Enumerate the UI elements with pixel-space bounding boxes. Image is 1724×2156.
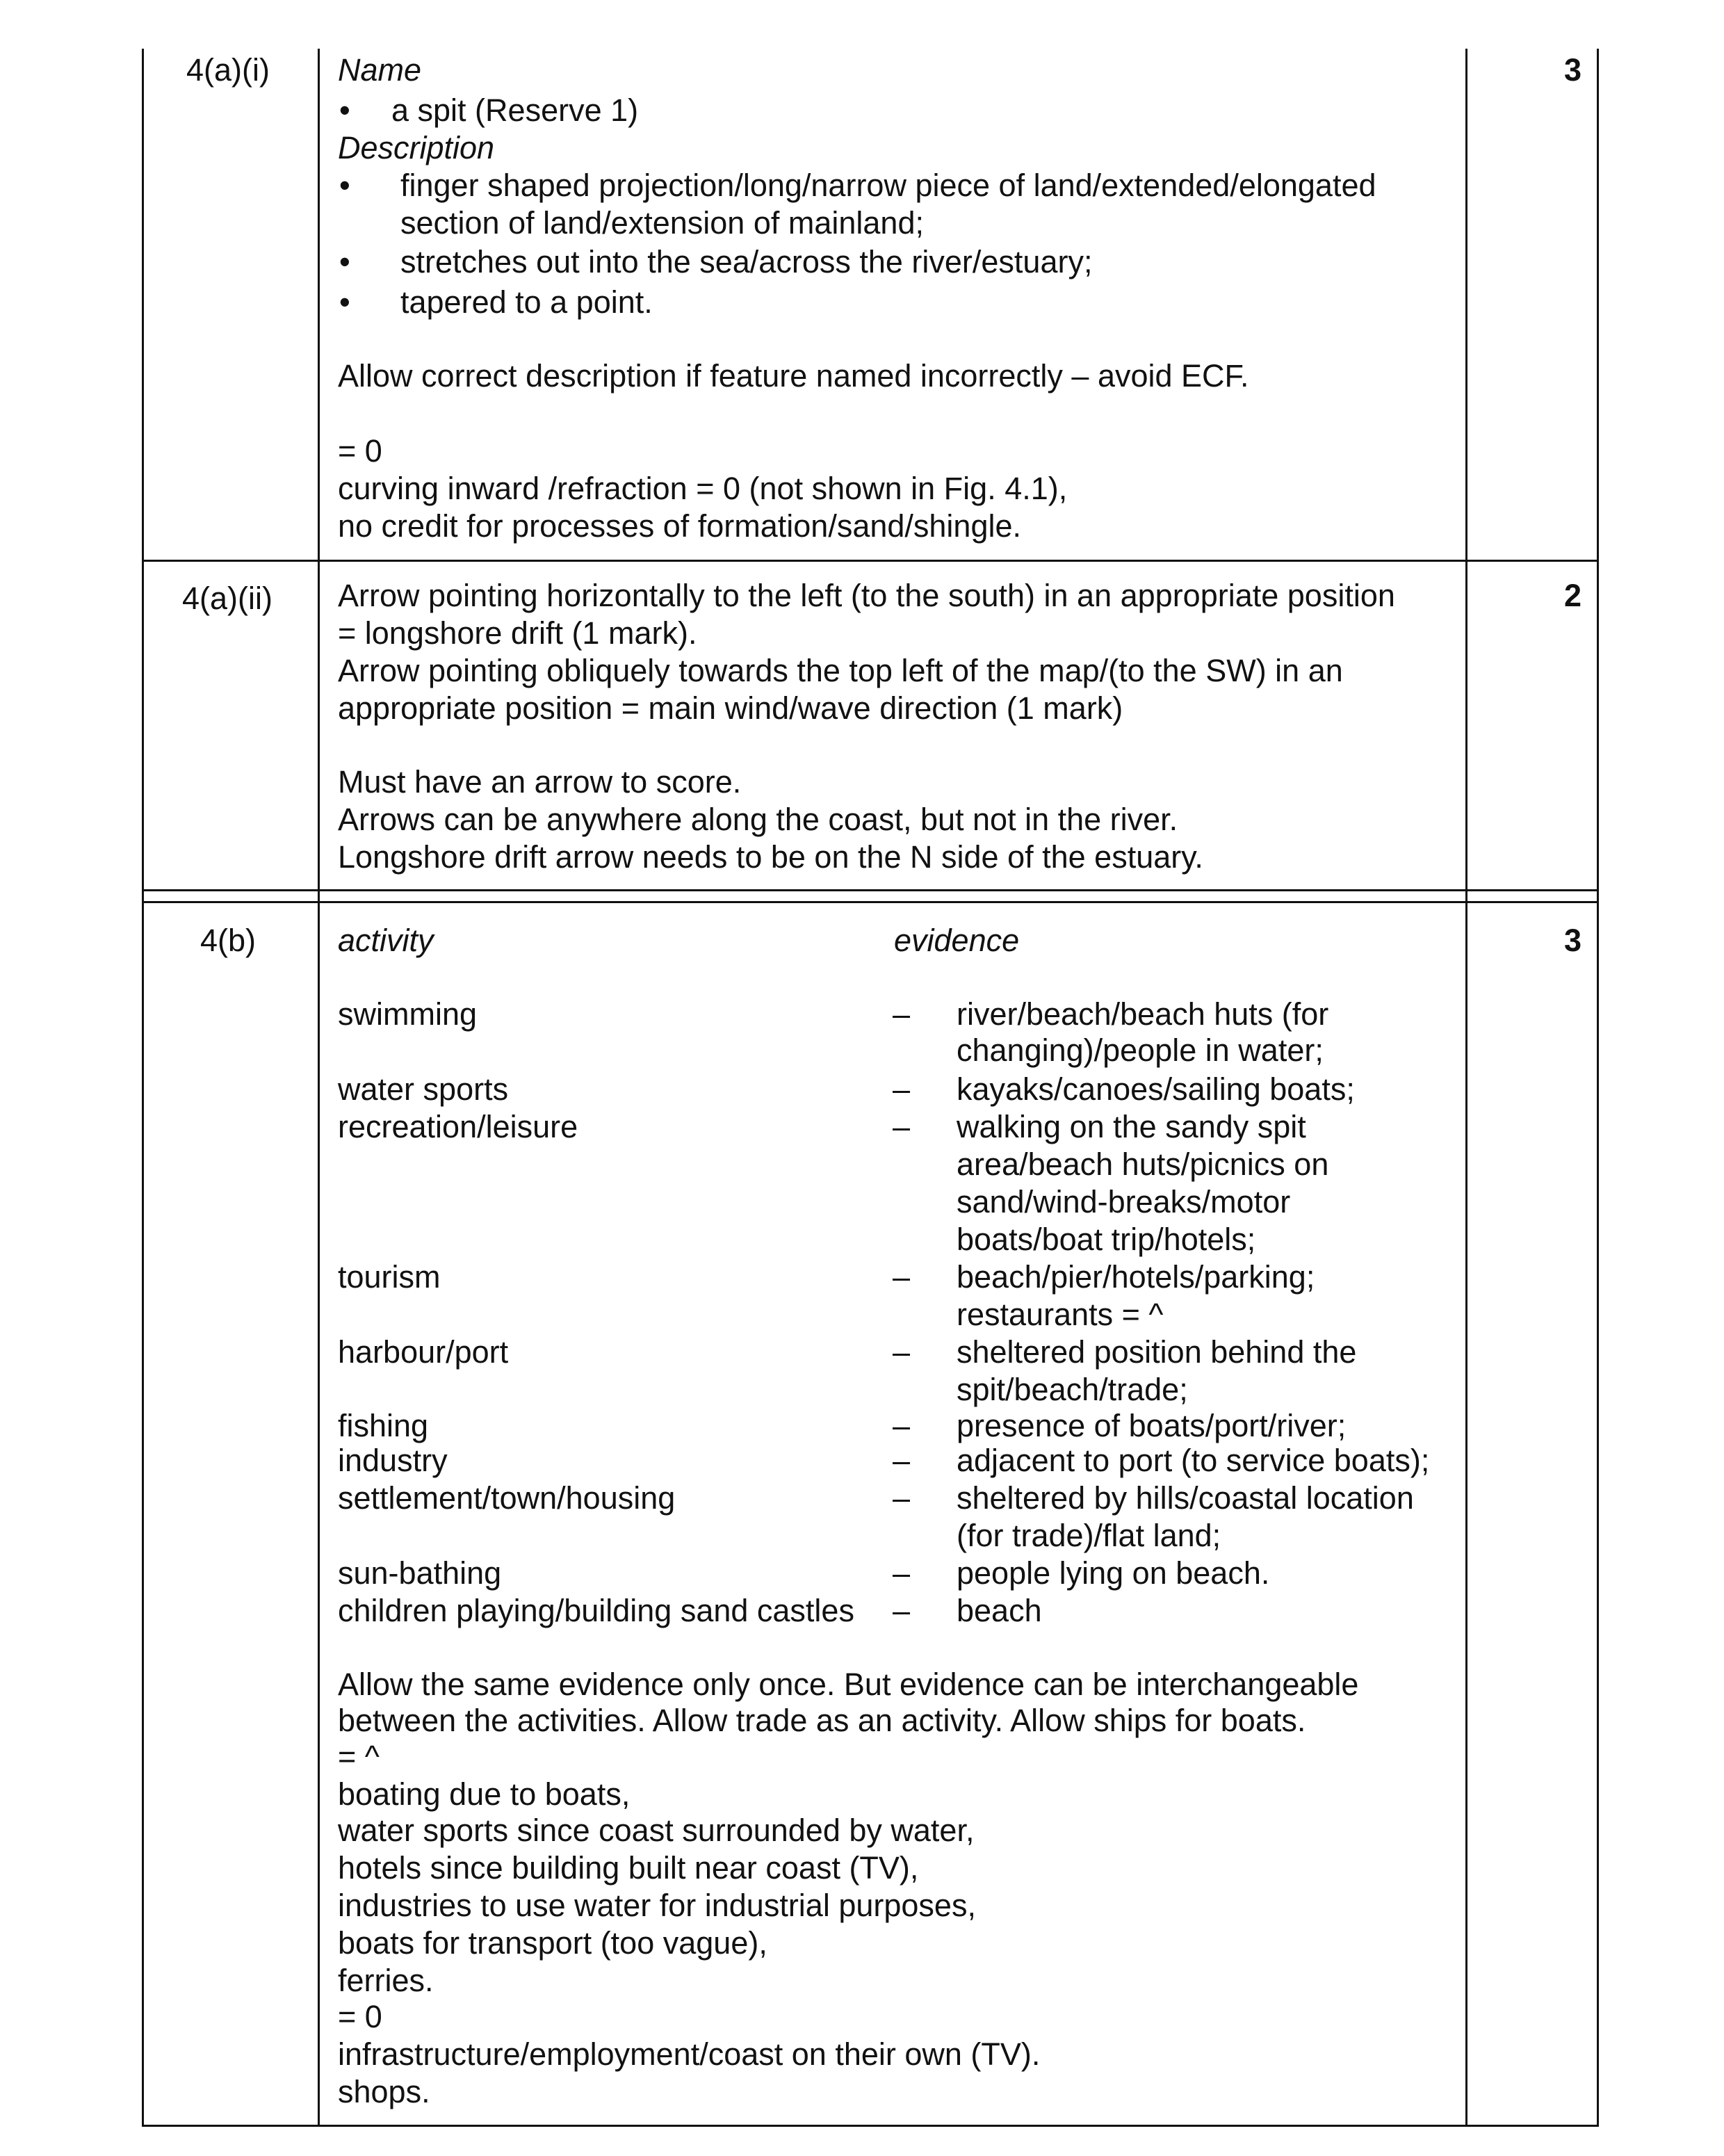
bullet-icon: • bbox=[339, 244, 350, 279]
description-point: tapered to a point. bbox=[400, 284, 653, 320]
bullet-icon: • bbox=[339, 168, 350, 203]
allow-note: Allow correct description if feature named incorrectly – avoid ECF. bbox=[338, 358, 1249, 394]
evidence-text: boats/boat trip/hotels; bbox=[957, 1222, 1256, 1257]
guidance-note: Arrows can be anywhere along the coast, but not in the river. bbox=[338, 802, 1178, 837]
question-number: 4(b) bbox=[200, 923, 257, 958]
answer-line: appropriate position = main wind/wave direction (1 mark) bbox=[338, 690, 1123, 726]
evidence-text: people lying on beach. bbox=[957, 1555, 1270, 1591]
dash-separator: – bbox=[893, 1259, 911, 1295]
evidence-text: kayaks/canoes/sailing boats; bbox=[957, 1071, 1355, 1107]
name-answer: a spit (Reserve 1) bbox=[391, 92, 639, 128]
dash-separator: – bbox=[893, 1109, 911, 1144]
guidance-note: water sports since coast surrounded by water, bbox=[338, 1813, 975, 1848]
dash-separator: – bbox=[893, 1555, 911, 1591]
evidence-text: restaurants = ^ bbox=[957, 1297, 1164, 1332]
dash-separator: – bbox=[893, 1593, 911, 1628]
guidance-note: boats for transport (too vague), bbox=[338, 1925, 767, 1961]
dash-separator: – bbox=[893, 1334, 911, 1370]
answer-line: Arrow pointing obliquely towards the top left of the map/(to the SW) in an bbox=[338, 653, 1343, 688]
activity-label: harbour/port bbox=[338, 1334, 509, 1370]
question-number: 4(a)(i) bbox=[186, 52, 270, 88]
evidence-text: sand/wind-breaks/motor bbox=[957, 1184, 1291, 1219]
table-divider-question bbox=[318, 49, 320, 2126]
guidance-note: Must have an arrow to score. bbox=[338, 764, 742, 800]
description-point: stretches out into the sea/across the river/estuary; bbox=[400, 244, 1093, 279]
guidance-note: infrastructure/employment/coast on their own (TV). bbox=[338, 2036, 1041, 2072]
evidence-text: adjacent to port (to service boats); bbox=[957, 1443, 1430, 1478]
description-heading: Description bbox=[338, 130, 495, 165]
answer-line: = longshore drift (1 mark). bbox=[338, 615, 697, 651]
guidance-note: ferries. bbox=[338, 1963, 434, 1998]
activity-label: industry bbox=[338, 1443, 448, 1478]
guidance-note: Allow the same evidence only once. But evidence can be interchangeable bbox=[338, 1667, 1359, 1702]
question-number: 4(a)(ii) bbox=[182, 581, 273, 616]
table-border-bottom bbox=[142, 2125, 1599, 2127]
marks-value: 3 bbox=[1564, 52, 1582, 88]
row-divider-1 bbox=[142, 560, 1599, 562]
activity-label: tourism bbox=[338, 1259, 441, 1295]
evidence-column-heading: evidence bbox=[894, 923, 1020, 958]
guidance-note: boating due to boats, bbox=[338, 1776, 631, 1812]
activity-label: recreation/leisure bbox=[338, 1109, 578, 1144]
guidance-note: shops. bbox=[338, 2074, 430, 2109]
dash-separator: – bbox=[893, 1443, 911, 1478]
marks-value: 2 bbox=[1564, 578, 1582, 613]
table-border-left bbox=[142, 49, 144, 2126]
guidance-note: between the activities. Allow trade as an activity. Allow ships for boats. bbox=[338, 1703, 1306, 1738]
evidence-text: sheltered by hills/coastal location bbox=[957, 1480, 1414, 1516]
evidence-text: beach/pier/hotels/parking; bbox=[957, 1259, 1315, 1295]
guidance-note: hotels since building built near coast (TV), bbox=[338, 1850, 919, 1886]
evidence-text: river/beach/beach huts (for bbox=[957, 996, 1329, 1032]
table-divider-marks bbox=[1465, 49, 1467, 2126]
answer-line: Arrow pointing horizontally to the left (to the south) in an appropriate position bbox=[338, 578, 1395, 613]
table-border-right bbox=[1597, 49, 1599, 2126]
activity-label: children playing/building sand castles bbox=[338, 1593, 854, 1628]
zero-credit-heading: = 0 bbox=[338, 433, 382, 469]
marks-value: 3 bbox=[1564, 923, 1582, 958]
guidance-note: = 0 bbox=[338, 1999, 382, 2034]
activity-column-heading: activity bbox=[338, 923, 434, 958]
evidence-text: area/beach huts/picnics on bbox=[957, 1146, 1329, 1182]
bullet-icon: • bbox=[339, 284, 350, 320]
bullet-icon: • bbox=[339, 92, 350, 128]
evidence-text: sheltered position behind the bbox=[957, 1334, 1357, 1370]
activity-label: fishing bbox=[338, 1408, 429, 1443]
activity-label: water sports bbox=[338, 1071, 509, 1107]
row-divider-2b bbox=[142, 901, 1599, 903]
zero-credit-line: no credit for processes of formation/sand/shingle. bbox=[338, 508, 1022, 544]
evidence-text: spit/beach/trade; bbox=[957, 1372, 1188, 1407]
dash-separator: – bbox=[893, 1071, 911, 1107]
guidance-note: industries to use water for industrial purposes, bbox=[338, 1888, 976, 1923]
activity-label: swimming bbox=[338, 996, 478, 1032]
activity-label: sun-bathing bbox=[338, 1555, 502, 1591]
guidance-note: Longshore drift arrow needs to be on the N side of the estuary. bbox=[338, 839, 1203, 875]
dash-separator: – bbox=[893, 996, 911, 1032]
row-divider-2a bbox=[142, 889, 1599, 891]
dash-separator: – bbox=[893, 1480, 911, 1516]
description-point-continued: section of land/extension of mainland; bbox=[400, 205, 924, 241]
evidence-text: walking on the sandy spit bbox=[957, 1109, 1306, 1144]
evidence-text: presence of boats/port/river; bbox=[957, 1408, 1347, 1443]
description-point: finger shaped projection/long/narrow piece of land/extended/elongated bbox=[400, 168, 1376, 203]
evidence-text: (for trade)/flat land; bbox=[957, 1518, 1221, 1553]
evidence-text: changing)/people in water; bbox=[957, 1032, 1324, 1068]
evidence-text: beach bbox=[957, 1593, 1042, 1628]
dash-separator: – bbox=[893, 1408, 911, 1443]
name-heading: Name bbox=[338, 52, 422, 88]
activity-label: settlement/town/housing bbox=[338, 1480, 676, 1516]
zero-credit-line: curving inward /refraction = 0 (not shown in Fig. 4.1), bbox=[338, 471, 1068, 506]
guidance-note: = ^ bbox=[338, 1739, 380, 1774]
